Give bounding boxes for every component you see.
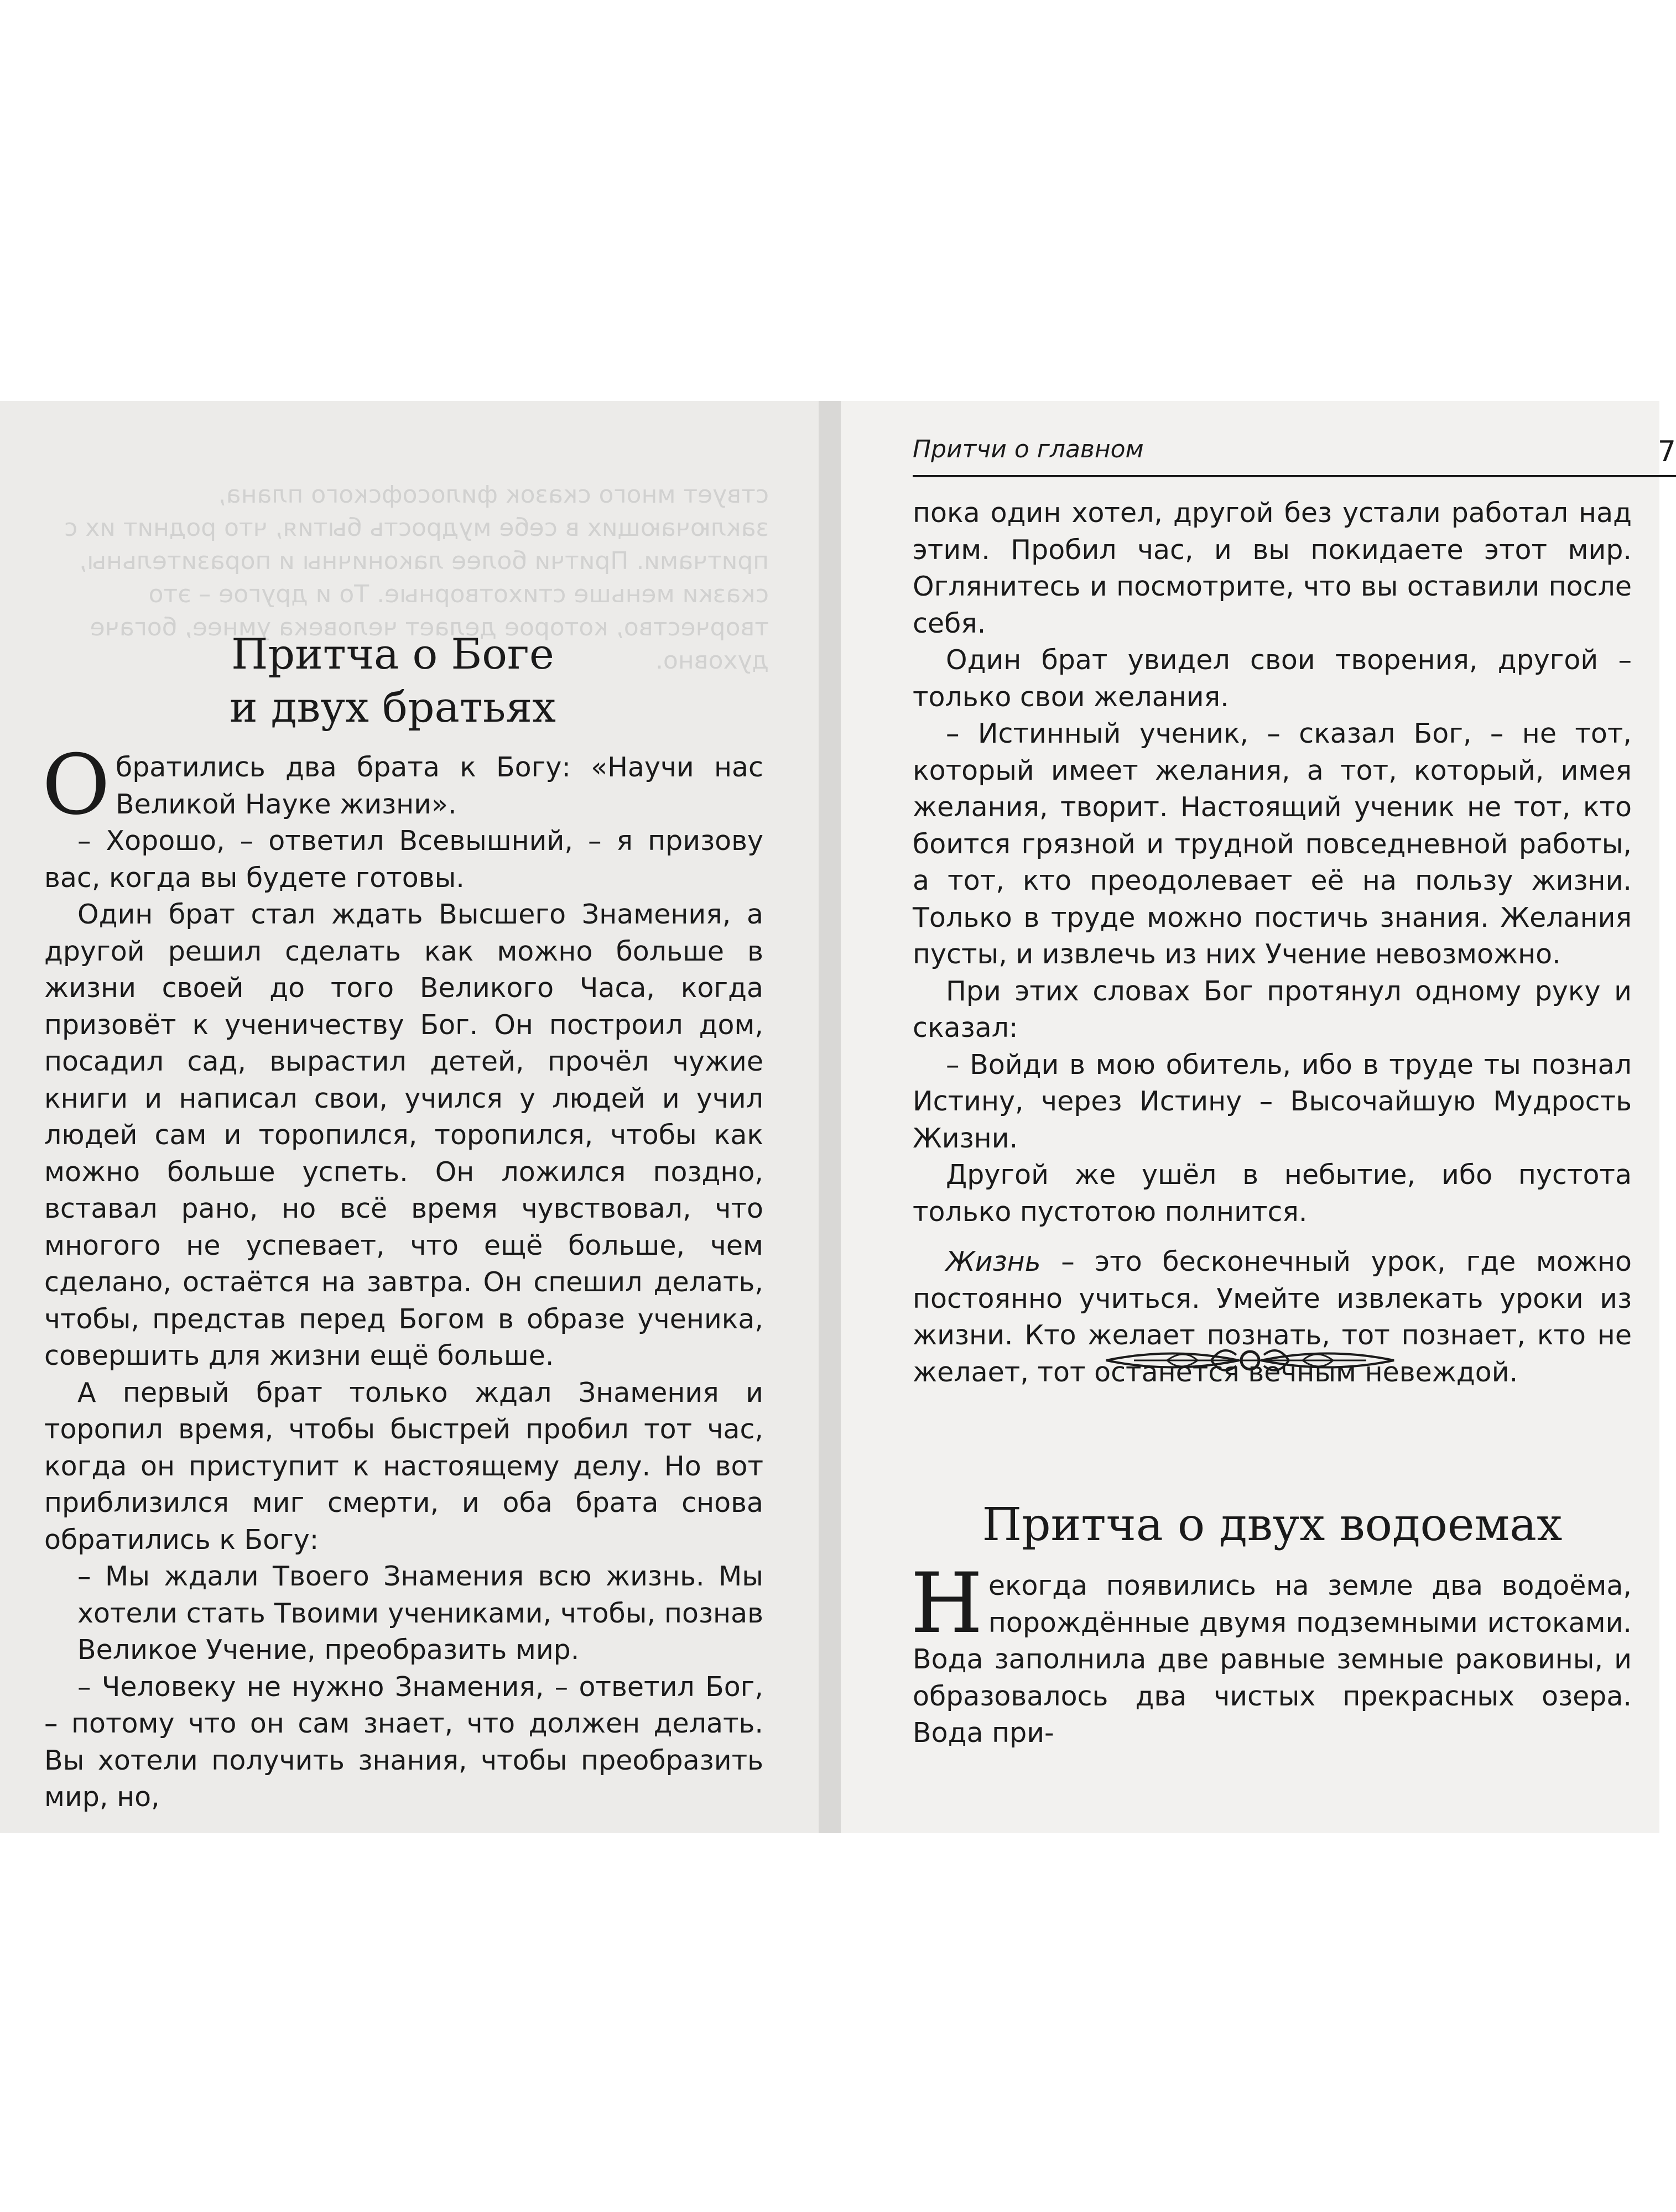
parable-title [166,628,620,734]
title-line-2: и двух братьях [229,682,556,732]
right-body-text-2 [910,1556,1632,1752]
paragraph: – Истинный ученик, – сказал Бог, – не тот, который имеет желания, а тот, который, имея желания, творит. Настоящий ученик не тот, кто боится грязной и трудной повседневной работы, а тот, кто преодолевает её на пользу жизни. Только в труде можно постичь знания. Желания пусты, и извлечь из них Учение невозможно. [913,718,1632,970]
right-page [841,401,1676,1833]
show-through-text: ствует много сказок философского плана, заключающих в себе мудрость бытия, что роднит их с притчами. Притчи более лаконичны и поразительны, сказки меньше стихотворные. То и другое – это творчество, которое делает человека умнее, богаче духовно. [64,481,769,675]
paragraph: – Человеку не нужно Знамения, – ответил Бог, – потому что он сам знает, что должен делать. Вы хотели получить знания, чтобы преобразить мир, но, [44,1671,763,1813]
left-body-text [42,737,763,1816]
paragraph: Один брат увидел свои творения, другой – только свои желания. [913,644,1632,713]
right-body-text [913,495,1632,1391]
book-spread [0,401,1676,1833]
book-gutter [819,401,841,1833]
paragraph: – Мы ждали Твоего Знамения всю жизнь. Мы хотели стать Твоими учениками, чтобы, познав Великое Учение, преобразить мир. [77,1561,763,1666]
left-page [0,401,819,1833]
page-header [913,435,1676,477]
paragraph: А первый брат только ждал Знамения и торопил время, чтобы быстрей пробил тот час, когда он приступит к настоящему делу. Но вот приблизился миг смерти, и оба брата снова обратились к Богу: [44,1376,763,1556]
paragraph: Другой же ушёл в небытие, ибо пустота только пустотою полнится. [913,1159,1632,1228]
title-line-1: Притча о Боге [231,629,554,679]
running-head: Притчи о главном [913,435,1144,463]
parable-title-2: Притча о двух водоемах [982,1499,1563,1551]
paragraph: – Войди в мою обитель, ибо в труде ты познал Истину, через Истину – Высочайшую Мудрость Жизни. [913,1048,1632,1154]
opening-paragraph-2: Некогда появились на земле два водоёма, порождённые двумя подземными истоками. Вода заполнила две равные земные раковины, и образовалось два чистых прекрасных озера. Вода при- [910,1556,1632,1749]
paragraph: – Хорошо, – ответил Всевышний, – я призову вас, когда вы будете готовы. [44,825,763,894]
drop-cap-2: Н [910,1556,983,1652]
moral-paragraph: Жизнь – это бесконечный урок, где можно постоянно учиться. Умейте извлекать уроки из жизни. Кто желает познать, тот познает, кто не желает, тот останется вечным невеждой. [913,1246,1632,1388]
italic-word: Жизнь [946,1246,1041,1277]
ornament-divider [1101,1335,1399,1385]
paragraph: При этих словах Бог протянул одному руку и сказал: [913,975,1632,1044]
page-number: 7 [1657,435,1676,468]
opening-paragraph: Обратились два брата к Богу: «Научи нас Великой Науке жизни». [42,737,763,833]
paragraph: пока один хотел, другой без устали работал над этим. Пробил час, и вы покидаете этот мир. Оглянитесь и посмотрите, что вы оставили после себя. [913,497,1632,639]
paragraph: Один брат стал ждать Высшего Знамения, а другой решил сделать как можно больше в жизни своей до того Великого Часа, когда призовёт к ученичеству Бог. Он построил дом, посадил сад, вырастил детей, прочёл чужие книги и написал свои, учился у людей и учил людей сам и торопился, торопился, чтобы как можно больше успеть. Он ложился поздно, вставал рано, но всё время чувствовал, что многого не успевает, что ещё больше, чем сделано, остаётся на завтра. Он спешил делать, чтобы, представ перед Богом в образе ученика, совершить для жизни ещё больше. [44,899,763,1371]
drop-cap: О [42,737,110,833]
